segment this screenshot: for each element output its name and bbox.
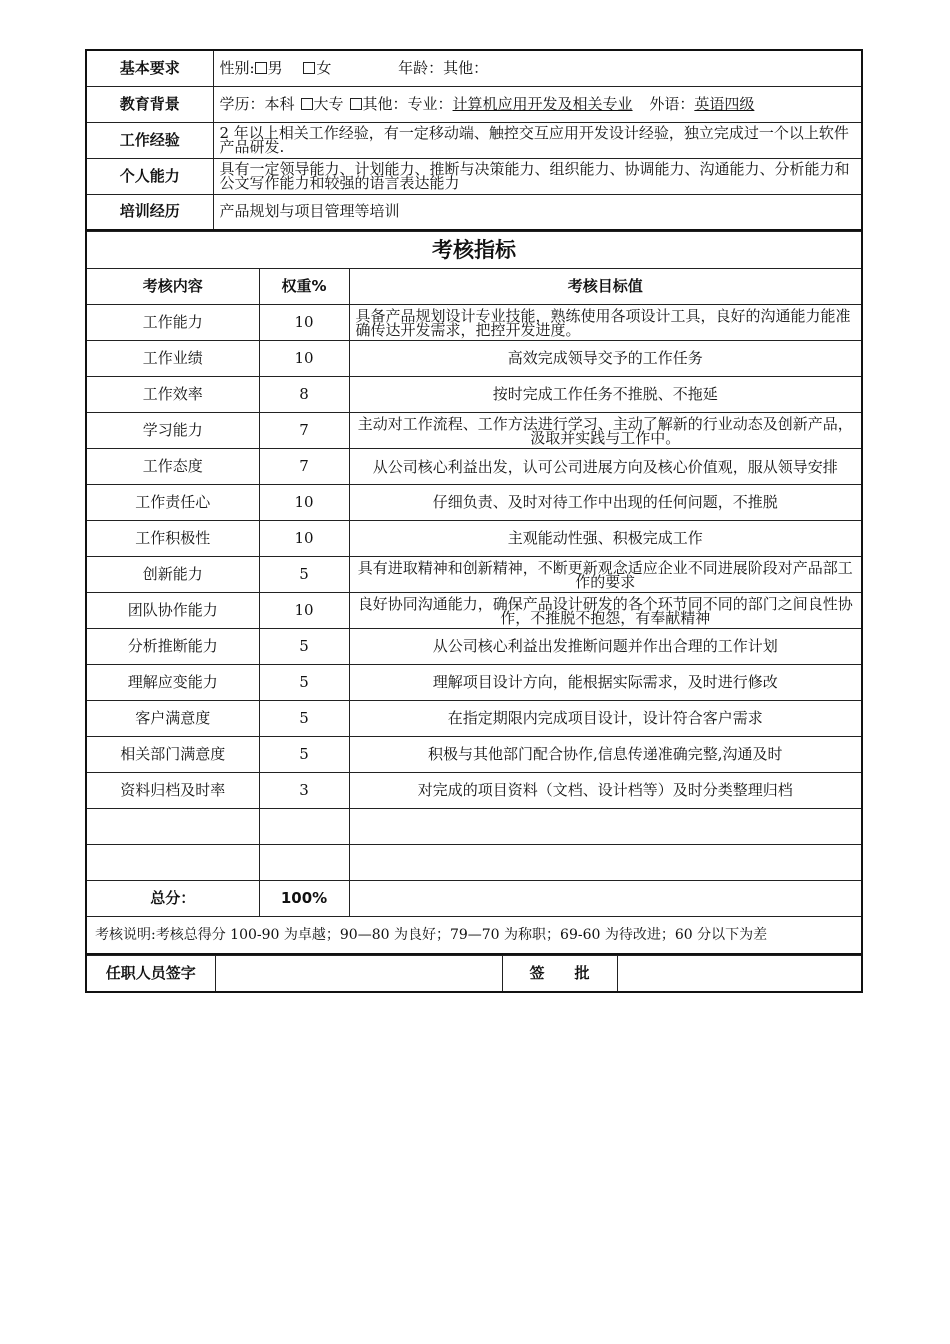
- other-option: 其他：专业：: [362, 94, 453, 113]
- evaluation-form: [85, 49, 863, 993]
- approve-field[interactable]: [617, 956, 862, 992]
- table-row: [86, 377, 862, 413]
- kpi-table: [85, 231, 863, 955]
- experience-row: [86, 122, 862, 158]
- note-row: [86, 917, 862, 955]
- male-checkbox[interactable]: [255, 62, 267, 74]
- ability-row: [86, 158, 862, 194]
- kpi-weight: 5: [259, 557, 349, 593]
- table-row: [86, 341, 862, 377]
- col-header-target: 考核目标值: [349, 269, 862, 305]
- kpi-weight: 8: [259, 377, 349, 413]
- kpi-target: 具有进取精神和创新精神，不断更新观念适应企业不同进展阶段对产品部工作的要求: [349, 557, 862, 593]
- kpi-item: 学习能力: [86, 413, 259, 449]
- signer-field[interactable]: [215, 956, 502, 992]
- table-row: [86, 593, 862, 629]
- kpi-item: 客户满意度: [86, 701, 259, 737]
- total-value: 100%: [259, 881, 349, 917]
- signature-table: [85, 955, 863, 993]
- kpi-item: 工作积极性: [86, 521, 259, 557]
- col-header-item: 考核内容: [86, 269, 259, 305]
- signer-label: 任职人员签字: [86, 956, 215, 992]
- kpi-weight: 10: [259, 305, 349, 341]
- table-row: [86, 701, 862, 737]
- col-header-weight: 权重%: [259, 269, 349, 305]
- empty-cell[interactable]: [86, 845, 259, 881]
- kpi-weight: 10: [259, 341, 349, 377]
- kpi-title: 考核指标: [86, 232, 862, 269]
- kpi-weight: 3: [259, 773, 349, 809]
- signature-row: [86, 956, 862, 992]
- kpi-item: 工作责任心: [86, 485, 259, 521]
- basic-row: [86, 50, 862, 86]
- empty-cell[interactable]: [349, 845, 862, 881]
- kpi-item: 资料归档及时率: [86, 773, 259, 809]
- training-row: [86, 194, 862, 230]
- kpi-target: 仔细负责、及时对待工作中出现的任何问题，不推脱: [349, 485, 862, 521]
- kpi-item: 相关部门满意度: [86, 737, 259, 773]
- kpi-item: 工作效率: [86, 377, 259, 413]
- table-row: [86, 629, 862, 665]
- kpi-item: 理解应变能力: [86, 665, 259, 701]
- language-value: 英语四级: [694, 94, 755, 113]
- kpi-target: 主动对工作流程、工作方法进行学习、主动了解新的行业动态及创新产品，汲取并实践与工作中。: [349, 413, 862, 449]
- kpi-target: 对完成的项目资料（文档、设计档等）及时分类整理归档: [349, 773, 862, 809]
- ability-value: 具有一定领导能力、计划能力、推断与决策能力、组织能力、协调能力、沟通能力、分析能力和公文写作能力和较强的语言表达能力: [213, 158, 862, 194]
- approve-label: 签 批: [502, 956, 617, 992]
- table-row: [86, 305, 862, 341]
- kpi-target: 具备产品规划设计专业技能，熟练使用各项设计工具，良好的沟通能力能准确传达开发需求，把控开发进度。: [349, 305, 862, 341]
- experience-value: 2 年以上相关工作经验，有一定移动端、触控交互应用开发设计经验，独立完成过一个以上软件产品研发.: [213, 122, 862, 158]
- age-label: 年龄：其他：: [398, 58, 489, 77]
- other-checkbox[interactable]: [350, 98, 362, 110]
- table-row: [86, 737, 862, 773]
- kpi-target: 按时完成工作任务不推脱、不拖延: [349, 377, 862, 413]
- table-row: [86, 521, 862, 557]
- kpi-weight: 10: [259, 521, 349, 557]
- training-label: 培训经历: [86, 194, 213, 230]
- table-row: [86, 449, 862, 485]
- table-row: [86, 413, 862, 449]
- college-checkbox[interactable]: [301, 98, 313, 110]
- kpi-header-row: [86, 269, 862, 305]
- kpi-item: 团队协作能力: [86, 593, 259, 629]
- kpi-weight: 10: [259, 593, 349, 629]
- empty-cell[interactable]: [86, 809, 259, 845]
- kpi-target: 主观能动性强、积极完成工作: [349, 521, 862, 557]
- kpi-weight: 5: [259, 737, 349, 773]
- education-row: [86, 86, 862, 122]
- kpi-weight: 10: [259, 485, 349, 521]
- kpi-item: 工作业绩: [86, 341, 259, 377]
- kpi-target: 积极与其他部门配合协作,信息传递准确完整,沟通及时: [349, 737, 862, 773]
- kpi-target: 从公司核心利益出发，认可公司进展方向及核心价值观，服从领导安排: [349, 449, 862, 485]
- empty-cell[interactable]: [349, 809, 862, 845]
- kpi-item: 创新能力: [86, 557, 259, 593]
- kpi-weight: 5: [259, 701, 349, 737]
- empty-cell[interactable]: [259, 845, 349, 881]
- basic-label: 基本要求: [86, 50, 213, 86]
- major-value: 计算机应用开发及相关专业: [452, 94, 633, 113]
- table-row: [86, 485, 862, 521]
- education-value: [213, 86, 862, 122]
- empty-row: [86, 845, 862, 881]
- degree-label: 学历：本科: [219, 94, 295, 113]
- kpi-item: 分析推断能力: [86, 629, 259, 665]
- total-row: [86, 881, 862, 917]
- ability-label: 个人能力: [86, 158, 213, 194]
- table-row: [86, 665, 862, 701]
- kpi-target: 理解项目设计方向，能根据实际需求，及时进行修改: [349, 665, 862, 701]
- kpi-weight: 5: [259, 629, 349, 665]
- table-row: [86, 557, 862, 593]
- empty-cell[interactable]: [259, 809, 349, 845]
- kpi-rows: [86, 305, 862, 955]
- female-option: 女: [316, 58, 332, 77]
- kpi-weight: 7: [259, 449, 349, 485]
- training-value: 产品规划与项目管理等培训: [213, 194, 862, 230]
- kpi-title-row: [86, 232, 862, 269]
- male-option: 男: [267, 58, 283, 77]
- kpi-item: 工作能力: [86, 305, 259, 341]
- kpi-weight: 5: [259, 665, 349, 701]
- kpi-target: 良好协同沟通能力，确保产品设计研发的各个环节同不同的部门之间良性协作，不推脱不抱怨，有奉献精神: [349, 593, 862, 629]
- basic-value: [213, 50, 862, 86]
- kpi-item: 工作态度: [86, 449, 259, 485]
- table-row: [86, 773, 862, 809]
- experience-label: 工作经验: [86, 122, 213, 158]
- kpi-target: 在指定期限内完成项目设计，设计符合客户需求: [349, 701, 862, 737]
- gender-label: 性别:: [219, 58, 255, 77]
- kpi-weight: 7: [259, 413, 349, 449]
- college-option: 大专: [313, 94, 344, 113]
- kpi-target: 高效完成领导交予的工作任务: [349, 341, 862, 377]
- rating-note: 考核说明:考核总得分 100-90 为卓越；90—80 为良好；79—70 为称职；69-60 为待改进；60 分以下为差: [86, 917, 862, 955]
- language-label: 外语：: [649, 94, 695, 113]
- requirements-table: [85, 49, 863, 231]
- kpi-target: 从公司核心利益出发推断问题并作出合理的工作计划: [349, 629, 862, 665]
- empty-row: [86, 809, 862, 845]
- education-label: 教育背景: [86, 86, 213, 122]
- total-blank: [349, 881, 862, 917]
- female-checkbox[interactable]: [303, 62, 315, 74]
- total-label: 总分：: [86, 881, 259, 917]
